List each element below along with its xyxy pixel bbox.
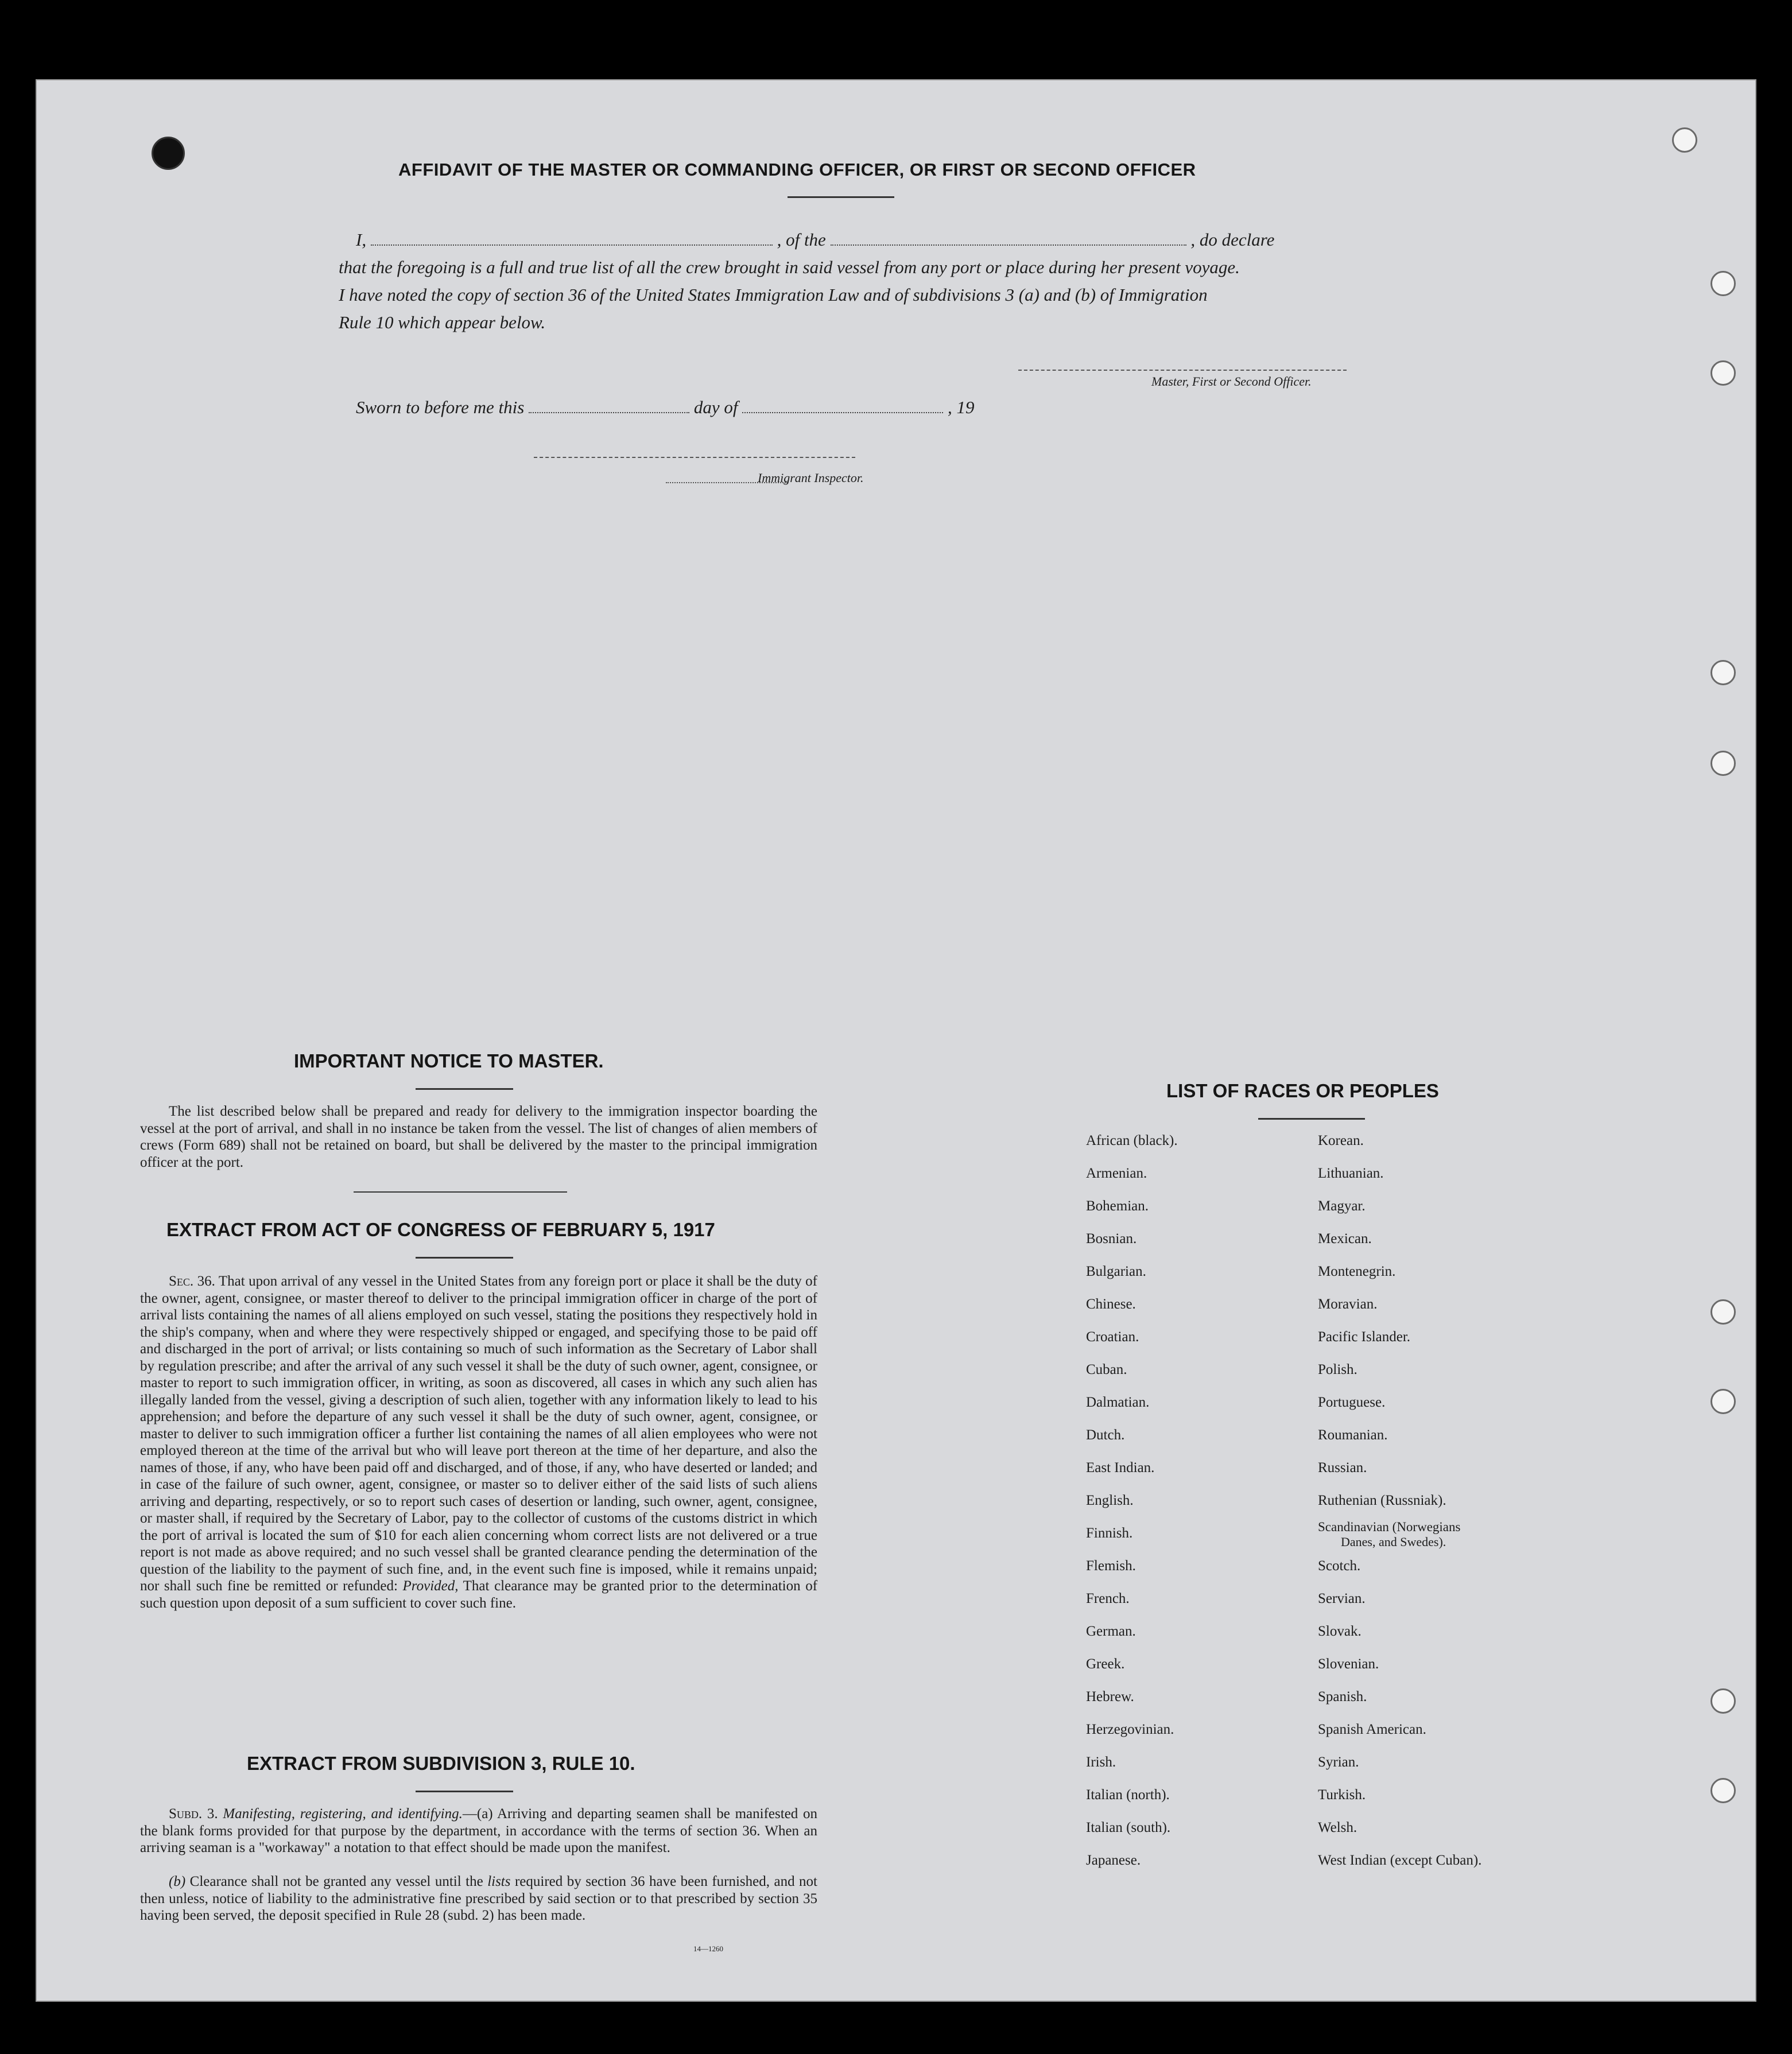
race-item: Scandinavian (Norwegians <box>1318 1520 1461 1534</box>
race-item: Pacific Islander. <box>1318 1329 1411 1345</box>
sworn-line <box>356 397 974 418</box>
race-item: East Indian. <box>1086 1460 1155 1476</box>
day-blank-field[interactable] <box>529 398 689 413</box>
sworn-text: day of <box>693 397 738 417</box>
race-item: Bulgarian. <box>1086 1264 1146 1279</box>
section-label: Sec. 36. <box>169 1273 215 1289</box>
rule-subd-b <box>140 1873 817 1924</box>
race-item: Croatian. <box>1086 1329 1139 1345</box>
divider <box>416 1088 513 1090</box>
divider <box>788 196 894 198</box>
race-item: Montenegrin. <box>1318 1264 1396 1279</box>
race-item: Dutch. <box>1086 1427 1125 1443</box>
rule-heading: EXTRACT FROM SUBDIVISION 3, RULE 10. <box>247 1753 635 1774</box>
race-item: Servian. <box>1318 1591 1366 1606</box>
race-item: Spanish American. <box>1318 1722 1426 1737</box>
race-item: French. <box>1086 1591 1130 1606</box>
race-item: Greek. <box>1086 1656 1125 1672</box>
race-item: Welsh. <box>1318 1820 1357 1835</box>
binder-hole-icon <box>1710 360 1736 386</box>
divider <box>416 1257 513 1259</box>
binder-hole-icon <box>1710 1688 1736 1714</box>
provided-label: Provided, <box>402 1578 459 1594</box>
divider <box>416 1791 513 1792</box>
punch-hole-icon <box>152 137 185 170</box>
provided-text: That clearance may be granted prior to the determination of such question upon deposit of a sum sufficient to cover such fine. <box>140 1578 818 1611</box>
divider <box>354 1191 567 1193</box>
race-item: Turkish. <box>1318 1787 1366 1803</box>
binder-hole-icon <box>1710 660 1736 685</box>
race-item: Armenian. <box>1086 1166 1147 1181</box>
race-item: Dalmatian. <box>1086 1395 1150 1410</box>
race-item: West Indian (except Cuban). <box>1318 1853 1482 1868</box>
binder-hole-icon <box>1672 127 1697 153</box>
form-number: 14—1260 <box>693 1944 723 1953</box>
race-item: Italian (south). <box>1086 1820 1171 1835</box>
race-item: Scotch. <box>1318 1558 1361 1574</box>
race-item: Flemish. <box>1086 1558 1136 1574</box>
races-heading: LIST OF RACES OR PEOPLES <box>1166 1080 1439 1101</box>
declaration-line-3: I have noted the copy of section 36 of the United States Immigration Law and of subdivisions 3 (a) and (b) of Immigration <box>339 285 1208 305</box>
race-item: Roumanian. <box>1318 1427 1388 1443</box>
declaration-line-2: that the foregoing is a full and true list of all the crew brought in said vessel from any port or place during her present voyage. <box>339 257 1240 277</box>
declaration-line-4: Rule 10 which appear below. <box>339 312 546 332</box>
sworn-text: Sworn to before me this <box>356 397 525 417</box>
binder-hole-icon <box>1710 271 1736 296</box>
race-item: Bosnian. <box>1086 1231 1137 1247</box>
race-item: Polish. <box>1318 1362 1357 1377</box>
binder-hole-icon <box>1710 1778 1736 1803</box>
binder-hole-icon <box>1710 751 1736 776</box>
race-item: Lithuanian. <box>1318 1166 1384 1181</box>
race-item: Mexican. <box>1318 1231 1372 1247</box>
race-item: Herzegovinian. <box>1086 1722 1174 1737</box>
race-item: Spanish. <box>1318 1689 1367 1704</box>
subdivision-title: Manifesting, registering, and identifying. <box>223 1806 463 1822</box>
race-item: German. <box>1086 1624 1136 1639</box>
race-item: African (black). <box>1086 1133 1178 1148</box>
race-item: Hebrew. <box>1086 1689 1134 1704</box>
subdivision-text: Clearance shall not be granted any vessel until the <box>189 1874 483 1889</box>
notice-body: The list described below shall be prepared and ready for delivery to the immigration inspector boarding the vessel at the port of arrival, and shall in no instance be taken from the vessel. The list of changes of alien members of crews (Form 689) shall not be retained on board, but shall be delivered by the master to the principal immigration officer at the port. <box>140 1104 817 1170</box>
subdivision-text: required by section 36 have been furnished, and not then unless, notice of liability to the administrative fine prescribed by said section or to that prescribed by section 35 having been served, the deposit specified in Rule 28 (subd. 2) has been made. <box>140 1874 818 1923</box>
binder-hole-icon <box>1710 1389 1736 1414</box>
rule-subd-a <box>140 1805 817 1857</box>
subdivision-marker: (b) <box>169 1874 186 1889</box>
subdivision-label: Subd. 3. <box>169 1806 218 1822</box>
subdivision-text: lists <box>487 1874 511 1889</box>
declaration-text: , do declare <box>1190 230 1275 250</box>
declaration-line-1 <box>356 230 1274 250</box>
act-body <box>140 1273 817 1612</box>
race-item: Cuban. <box>1086 1362 1127 1377</box>
race-item: Ruthenian (Russniak). <box>1318 1493 1446 1508</box>
race-item: Slovenian. <box>1318 1656 1379 1672</box>
race-item: Portuguese. <box>1318 1395 1386 1410</box>
divider <box>1258 1118 1365 1120</box>
race-item: Japanese. <box>1086 1853 1141 1868</box>
document-page <box>36 79 1756 2002</box>
race-item: Irish. <box>1086 1754 1116 1770</box>
sworn-text: , 19 <box>947 397 975 417</box>
race-item: Italian (north). <box>1086 1787 1170 1803</box>
declaration-text: I, <box>356 230 367 250</box>
inspector-signature-label: Immigrant Inspector. <box>758 471 864 485</box>
race-item: Bohemian. <box>1086 1198 1149 1214</box>
act-text: That upon arrival of any vessel in the United States from any foreign port or place it shall be the duty of the owner, agent, consignee, or master thereof to deliver to the principal immigration officer in charge of the port of arrival lists containing the names of all aliens employed on such vessel, stating the positions they respectively hold in the ship's company, when and where they were respectively shipped or engaged, and specifying those to be paid off and discharged in the port of arrival; or lists containing so much of such information as the Secretary of Labor shall by regulation prescribe; and after the arrival of any such vessel it shall be the duty of such owner, agent, consignee, or master to report to such immigration officer, in writing, as soon as discovered, all cases in which any such alien has illegally landed from the vessel, giving a description of such alien, together with any information likely to lead to his apprehension; and before the departure of any such vessel it shall be the duty of such owner, agent, consignee, or master to deliver to such immigration officer a further list containing the names of all alien employees who were not employed thereon at the time of the arrival but who will leave port thereon at the time of her departure, and also the names of those, if any, who have been paid off and discharged, and of those, if any, who have deserted or landed; and in case of the failure of such owner, agent, consignee, or master so to deliver either of the said lists of such aliens arriving and departing, respectively, or so to report such cases of desertion or landing, such owner, agent, consignee, or master shall, if required by the Secretary of Labor, pay to the collector of customs of the customs district in which the port of arrival is located the sum of $10 for each alien concerning whom correct lists are not delivered or a true report is not made as above required; and no such vessel shall be granted clearance pending the determination of the question of the liability to the payment of such fine, and, in the event such fine is imposed, while it remains unpaid; nor shall such fine be remitted or refunded: <box>140 1273 817 1594</box>
subdivision-text: Arriving and departing seamen shall be manifested on the blank forms provided for that purpose by the department, in accordance with the terms of section 36. When an arriving seaman is a "workaway" a notation to that effect should be made upon the manifest. <box>140 1806 817 1855</box>
declaration-text: , of the <box>777 230 826 250</box>
master-signature-label: Master, First or Second Officer. <box>1151 374 1312 389</box>
race-item: English. <box>1086 1493 1134 1508</box>
race-item: Russian. <box>1318 1460 1367 1476</box>
name-blank-field[interactable] <box>371 231 773 246</box>
race-item: Syrian. <box>1318 1754 1359 1770</box>
race-item: Finnish. <box>1086 1525 1133 1541</box>
race-item: Korean. <box>1318 1133 1364 1148</box>
race-item: Chinese. <box>1086 1296 1136 1312</box>
notice-heading: IMPORTANT NOTICE TO MASTER. <box>294 1050 604 1071</box>
race-item: Magyar. <box>1318 1198 1366 1214</box>
race-item: Slovak. <box>1318 1624 1362 1639</box>
act-heading: EXTRACT FROM ACT OF CONGRESS OF FEBRUARY 5, 1917 <box>166 1219 715 1240</box>
binder-hole-icon <box>1710 1299 1736 1325</box>
race-item-continuation: Danes, and Swedes). <box>1341 1535 1446 1549</box>
affidavit-heading: AFFIDAVIT OF THE MASTER OR COMMANDING OFFICER, OR FIRST OR SECOND OFFICER <box>398 160 1196 180</box>
master-signature-field[interactable] <box>1018 370 1347 371</box>
month-blank-field[interactable] <box>742 398 943 413</box>
race-item: Moravian. <box>1318 1296 1378 1312</box>
inspector-signature-field[interactable] <box>534 457 855 458</box>
subdivision-marker: —(a) <box>462 1806 493 1822</box>
vessel-blank-field[interactable] <box>831 231 1186 246</box>
